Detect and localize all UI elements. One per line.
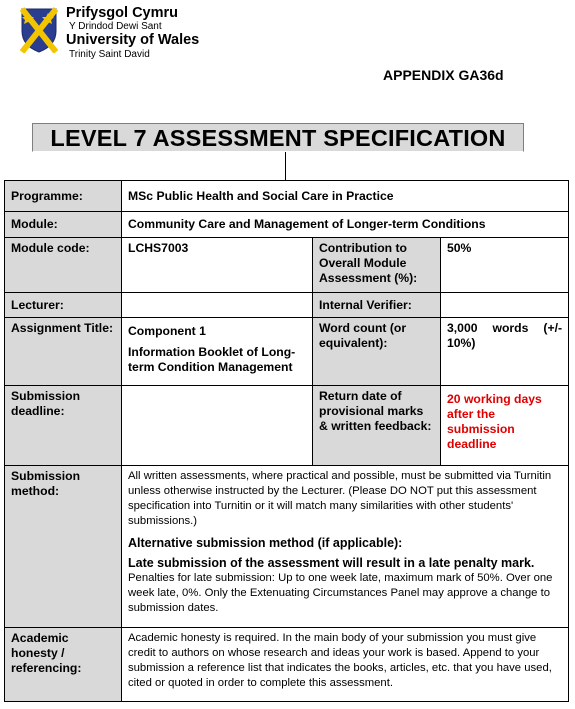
assignment-label: Assignment Title: — [5, 318, 122, 386]
late-text: Penalties for late submission: Up to one week late, maximum mark of 50%. Over one week late, 0%. Only the Extenuating Circumstances Panel may approve a change to submission dates. — [128, 572, 553, 614]
appendix-label: APPENDIX GA36d — [383, 67, 504, 83]
page-title: LEVEL 7 ASSESSMENT SPECIFICATION — [32, 123, 524, 152]
programme-row — [5, 181, 569, 212]
verifier-label: Internal Verifier: — [313, 293, 441, 318]
method-text: All written assessments, where practical and possible, must be submitted via Turnitin unless otherwise instructed by the Lecturer. (Please DO NOT put this assessment specification into Turnitin or it will match many similarities with other students' submissions.) — [128, 470, 552, 527]
honesty-content — [122, 628, 569, 702]
alt-method-heading: Alternative submission method (if applicable): — [128, 536, 403, 550]
programme-value: MSc Public Health and Social Care in Practice — [122, 181, 569, 212]
lecturer-value — [122, 293, 313, 318]
word-count-label: Word count (or equivalent): — [313, 318, 441, 386]
return-value — [441, 386, 569, 466]
module-code-row — [5, 238, 569, 293]
logo-line-welsh-sub: Y Drindod Dewi Sant — [69, 21, 162, 32]
deadline-value — [122, 386, 313, 466]
logo-line-english: University of Wales — [66, 32, 200, 48]
deadline-label: Submission deadline: — [5, 386, 122, 466]
logo-line-welsh: Prifysgol Cymru — [66, 5, 178, 21]
connector-line — [285, 152, 286, 180]
method-label: Submission method: — [5, 466, 122, 628]
university-shield-icon — [20, 7, 58, 53]
honesty-row — [5, 628, 569, 702]
module-label: Module: — [5, 212, 122, 238]
assignment-value — [122, 318, 313, 386]
method-row — [5, 466, 569, 628]
logo-line-english-sub: Trinity Saint David — [69, 49, 150, 60]
contribution-value: 50% — [441, 238, 569, 293]
deadline-row — [5, 386, 569, 466]
module-value: Community Care and Management of Longer-term Conditions — [122, 212, 569, 238]
programme-label: Programme: — [5, 181, 122, 212]
assignment-title: Information Booklet of Long-term Condition Management — [128, 345, 296, 374]
honesty-label: Academic honesty / referencing: — [5, 628, 122, 702]
word-count-value — [441, 318, 569, 386]
verifier-value — [441, 293, 569, 318]
return-value-text: 20 working days after the submission deadline — [447, 392, 542, 451]
module-code-value: LCHS7003 — [122, 238, 313, 293]
return-label: Return date of provisional marks & written feedback: — [313, 386, 441, 466]
assessment-table — [4, 180, 569, 702]
word-count-number: 3,000 — [447, 321, 478, 335]
method-content — [122, 466, 569, 628]
lecturer-row — [5, 293, 569, 318]
late-heading: Late submission of the assessment will result in a late penalty mark. — [128, 556, 535, 570]
assignment-row — [5, 318, 569, 386]
module-row — [5, 212, 569, 238]
university-logo — [20, 5, 200, 63]
honesty-text: Academic honesty is required. In the main body of your submission you must give credit to authors on whose research and ideas your work is based. Append to your submission a reference list that indicates the books, articles, etc. that you have used, cited or quoted in order to complete this assessment. — [128, 632, 552, 689]
word-count-tolerance-end: 10%) — [447, 336, 476, 350]
contribution-label: Contribution to Overall Module Assessment (%): — [313, 238, 441, 293]
lecturer-label: Lecturer: — [5, 293, 122, 318]
word-count-unit: words — [492, 321, 529, 335]
assignment-component: Component 1 — [128, 324, 206, 338]
module-code-label: Module code: — [5, 238, 122, 293]
word-count-tolerance: (+/- — [543, 321, 563, 335]
